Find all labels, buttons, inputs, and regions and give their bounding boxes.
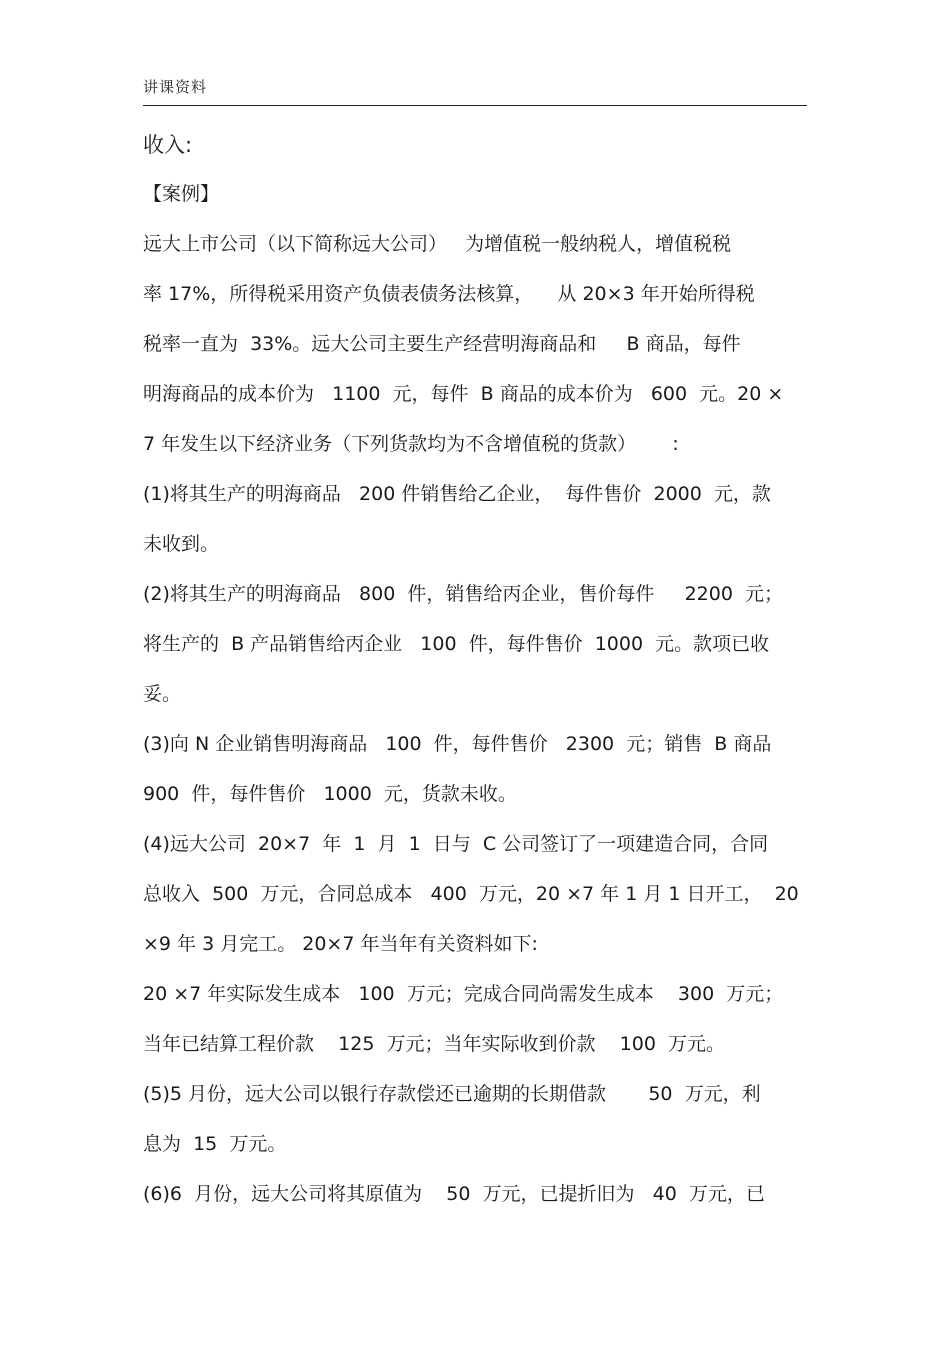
text-line: 妥。 <box>143 683 182 705</box>
section-title: 收入: <box>143 133 193 157</box>
text-line: 当年已结算工程价款 125 万元；当年实际收到价款 100 万元。 <box>143 1033 726 1055</box>
text-line: (4)远大公司 20×7 年 1 月 1 日与 C 公司签订了一项建造合同，合同 <box>143 833 769 855</box>
text-line: 明海商品的成本价为 1100 元，每件 B 商品的成本价为 600 元。20 × <box>143 383 784 405</box>
text-line: 900 件，每件售价 1000 元，货款未收。 <box>143 783 517 805</box>
text-line: 远大上市公司（以下简称远大公司） 为增值税一般纳税人，增值税税 <box>143 233 732 255</box>
case-label: 【案例】 <box>143 183 220 205</box>
text-line: 税率一直为 33%。远大公司主要生产经营明海商品和 B 商品，每件 <box>143 333 741 355</box>
text-line: 总收入 500 万元，合同总成本 400 万元，20 ×7 年 1 月 1 日开工， 20 <box>143 883 799 905</box>
header-text: 讲课资料 <box>143 78 208 96</box>
text-line: (6)6 月份，远大公司将其原值为 50 万元，已提折旧为 40 万元，已 <box>143 1183 765 1205</box>
text-line: ×9 年 3 月完工。 20×7 年当年有关资料如下: <box>143 933 538 955</box>
header-divider <box>143 105 807 106</box>
text-line: 率 17%，所得税采用资产负债表债务法核算， 从 20×3 年开始所得税 <box>143 283 755 305</box>
text-line: (1)将其生产的明海商品 200 件销售给乙企业， 每件售价 2000 元，款 <box>143 483 771 505</box>
text-line: 息为 15 万元。 <box>143 1133 287 1155</box>
text-line: 未收到。 <box>143 533 220 555</box>
text-line: 7 年发生以下经济业务（下列货款均为不含增值税的货款） : <box>143 433 679 455</box>
text-line: 将生产的 B 产品销售给丙企业 100 件，每件售价 1000 元。款项已收 <box>143 633 770 655</box>
text-line: (2)将其生产的明海商品 800 件，销售给丙企业，售价每件 2200 元； <box>143 583 784 605</box>
text-line: (5)5 月份，远大公司以银行存款偿还已逾期的长期借款 50 万元，利 <box>143 1083 761 1105</box>
text-line: (3)向 N 企业销售明海商品 100 件，每件售价 2300 元；销售 B 商品 <box>143 733 772 755</box>
text-line: 20 ×7 年实际发生成本 100 万元；完成合同尚需发生成本 300 万元； <box>143 983 784 1005</box>
